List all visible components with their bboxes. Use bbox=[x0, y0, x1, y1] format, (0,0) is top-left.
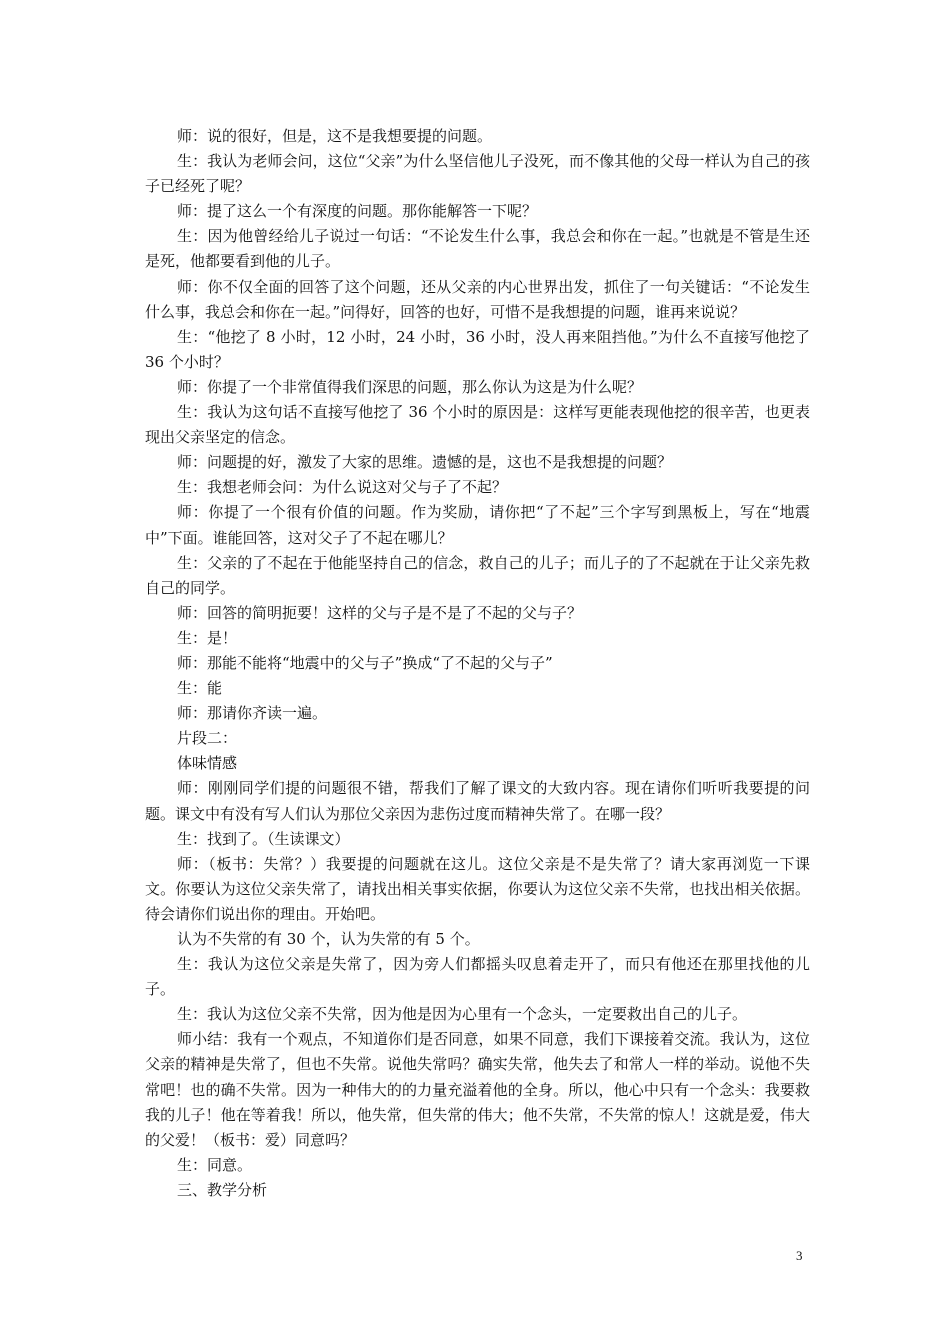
paragraph: 师：你提了一个很有价值的问题。作为奖励，请你把“了不起”三个字写到黑板上，写在“地震中”下面。谁能回答，这对父子了不起在哪儿？ bbox=[145, 503, 810, 547]
paragraph: 师：你提了一个非常值得我们深思的问题，那么你认为这是为什么呢？ bbox=[177, 377, 643, 396]
paragraph: 师：（板书：失常？）我要提的问题就在这儿。这位父亲是不是失常了？请大家再浏览一下课文。你要认为这位父亲失常了，请找出相关事实依据，你要认为这位父亲不失常，也找出相关依据。待会请你们说出你的理由。开始吧。 bbox=[145, 854, 810, 923]
paragraph: 师：说的很好，但是，这不是我想要提的问题。 bbox=[177, 127, 493, 145]
paragraph: 生：同意。 bbox=[177, 1155, 253, 1174]
paragraph: 生：我认为老师会问，这位“父亲”为什么坚信他儿子没死，而不像其他的父母一样认为自己的孩子已经死了呢？ bbox=[145, 152, 810, 196]
section-heading: 片段二： bbox=[177, 729, 238, 748]
paragraph: 生：“他挖了 8 小时，12 小时，24 小时，36 小时，没人再来阻挡他。”为什么不直接写他挖了 36 个小时？ bbox=[145, 327, 810, 371]
paragraph: 师：那请你齐读一遍。 bbox=[177, 704, 328, 723]
paragraph: 生：我认为这位父亲是失常了，因为旁人们都摇头叹息着走开了，而只有他还在那里找他的儿子。 bbox=[145, 955, 810, 999]
paragraph: 生：父亲的了不起在于他能坚持自己的信念，救自己的儿子；而儿子的了不起就在于让父亲先救自己的同学。 bbox=[145, 553, 810, 597]
paragraph: 生：能 bbox=[177, 679, 223, 698]
section-heading: 三、教学分析 bbox=[177, 1180, 268, 1199]
paragraph: 师：刚刚同学们提的问题很不错，帮我们了解了课文的大致内容。现在请你们听听我要提的问题。课文中有没有写人们认为那位父亲因为悲伤过度而精神失常了。在哪一段？ bbox=[145, 779, 810, 823]
paragraph: 生：我认为这句话不直接写他挖了 36 个小时的原因是：这样写更能表现他挖的很辛苦，也更表现出父亲坚定的信念。 bbox=[145, 403, 810, 447]
document-body bbox=[145, 124, 810, 1203]
paragraph: 师：回答的简明扼要！这样的父与子是不是了不起的父与子？ bbox=[177, 603, 583, 622]
paragraph: 师：你不仅全面的回答了这个问题，还从父亲的内心世界出发，抓住了一句关键话：“不论发生什么事，我总会和你在一起。”问得好，回答的也好，可惜不是我想提的问题，谁再来说说？ bbox=[145, 277, 810, 321]
section-subheading: 体味情感 bbox=[177, 754, 238, 773]
paragraph: 生：是！ bbox=[177, 628, 238, 647]
paragraph: 认为不失常的有 30 个，认为失常的有 5 个。 bbox=[177, 930, 480, 948]
paragraph: 师：提了这么一个有深度的问题。那你能解答一下呢？ bbox=[177, 202, 538, 221]
page-number: 3 bbox=[796, 1248, 803, 1263]
paragraph: 生：我想老师会问：为什么说这对父与子了不起？ bbox=[177, 478, 508, 497]
paragraph: 生：因为他曾经给儿子说过一句话：“不论发生什么事，我总会和你在一起。”也就是不管是生还是死，他都要看到他的儿子。 bbox=[145, 227, 810, 271]
paragraph: 师小结：我有一个观点，不知道你们是否同意，如果不同意，我们下课接着交流。我认为，这位父亲的精神是失常了，但也不失常。说他失常吗？确实失常，他失去了和常人一样的举动。说他不失常吧！也的确不失常。因为一种伟大的的力量充溢着他的全身。所以，他心中只有一个念头：我要救我的儿子！他在等着我！所以，他失常，但失常的伟大；他不失常，不失常的惊人！这就是爱，伟大的父爱！（板书：爱）同意吗？ bbox=[145, 1030, 810, 1149]
paragraph: 师：问题提的好，激发了大家的思维。遗憾的是，这也不是我想提的问题？ bbox=[177, 453, 673, 472]
paragraph: 生：找到了。（生读课文） bbox=[177, 829, 350, 848]
paragraph: 生：我认为这位父亲不失常，因为他是因为心里有一个念头，一定要救出自己的儿子。 bbox=[177, 1005, 748, 1024]
paragraph: 师：那能不能将“地震中的父与子”换成“了不起的父与子” bbox=[177, 653, 553, 672]
